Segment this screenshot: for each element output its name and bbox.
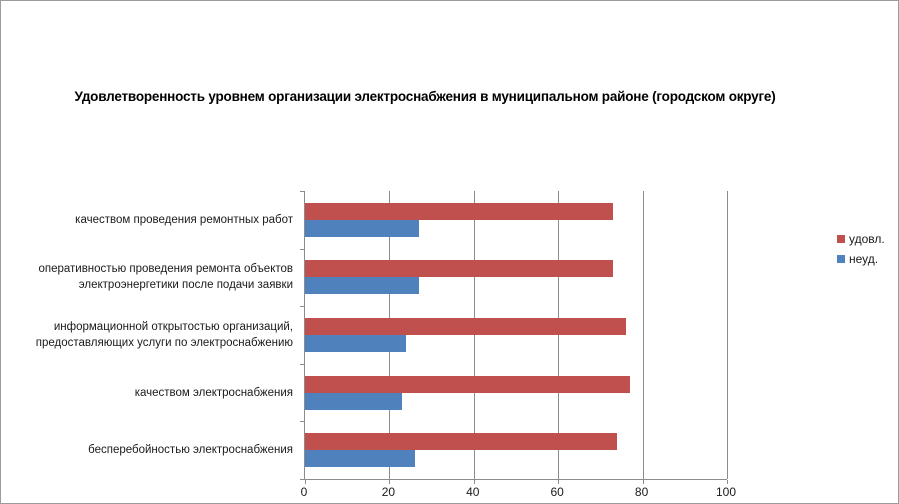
legend-label: неуд. [849,252,879,266]
plot-area [304,191,727,480]
category-axis-tick [300,421,304,422]
category-axis-tick [300,191,304,192]
bar-series-1 [305,220,419,237]
x-axis-tick [389,480,390,484]
bar-series-0 [305,376,630,393]
bar-series-0 [305,433,617,450]
x-axis-tick-label: 80 [634,485,649,499]
bar-series-0 [305,203,613,220]
category-axis-tick [300,249,304,250]
gridline [643,191,644,479]
bar-series-1 [305,450,415,467]
bar-series-0 [305,260,613,277]
x-axis-tick [474,480,475,484]
chart-title: Удовлетворенность уровнем организации электроснабжения в муниципальном районе (городском округе) [74,89,776,104]
bar-series-1 [305,335,406,352]
category-label: качеством проведения ремонтных работ [75,213,293,226]
category-label: информационной открытостью организаций, предоставляющих услуги по электроснабжению [35,320,293,349]
category-label: качеством электроснабжения [134,386,293,399]
x-axis-tick [727,480,728,484]
gridline [727,191,728,479]
category-label: бесперебойностью электроснабжения [88,444,293,457]
category-axis-tick [300,306,304,307]
x-axis-tick-label: 100 [715,485,737,499]
category-axis-tick [300,364,304,365]
bar-series-0 [305,318,626,335]
bar-series-1 [305,393,402,410]
category-label: оперативностью проведения ремонта объектов электроэнергетики после подачи заявки [38,263,293,292]
x-axis-tick [558,480,559,484]
x-axis-tick [643,480,644,484]
legend-label: удовл. [849,232,885,246]
x-axis-tick-label: 20 [381,485,396,499]
legend [837,229,885,269]
x-axis-tick-label: 0 [300,485,308,499]
x-axis-tick [305,480,306,484]
legend-swatch [837,235,845,243]
x-axis-tick-label: 40 [466,485,480,499]
category-axis-tick [300,479,304,480]
legend-swatch [837,255,845,263]
bar-series-1 [305,277,419,294]
legend-item [837,229,885,249]
legend-item [837,249,885,269]
x-axis-tick-label: 60 [550,485,564,499]
